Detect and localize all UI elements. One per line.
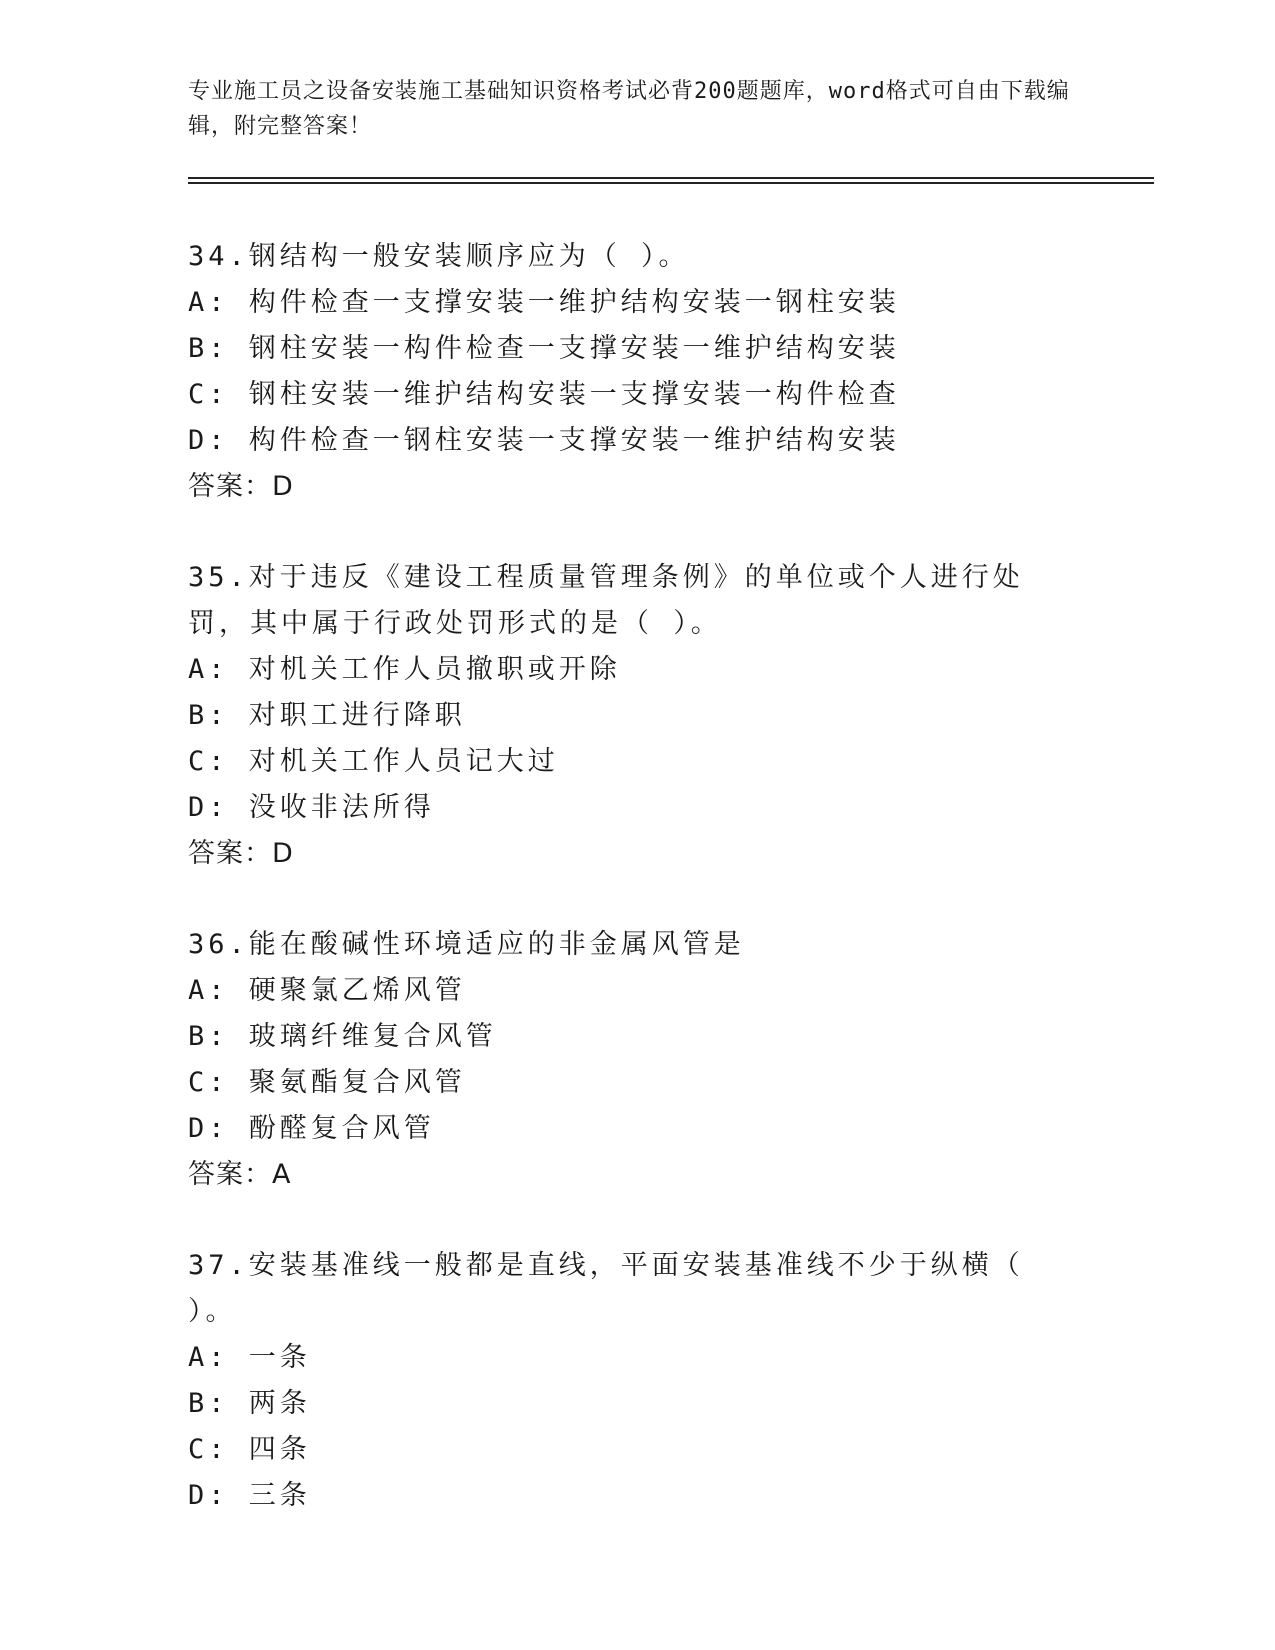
option-b: B: 对职工进行降职 [188,700,466,731]
option-a: A: 构件检查一支撑安装一维护结构安装一钢柱安装 [188,287,900,318]
option-b: B: 两条 [188,1388,311,1419]
option-d: D: 三条 [188,1480,311,1511]
question-34 [188,234,1088,510]
answer: 答案：A [188,1159,292,1190]
question-stem: 35.对于违反《建设工程质量管理条例》的单位或个人进行处罚，其中属于行政处罚形式的是（ ）。 [188,562,1024,639]
document-header [188,74,1088,144]
option-a: A: 对机关工作人员撤职或开除 [188,654,621,685]
header-divider-top [188,177,1154,179]
question-stem: 37.安装基准线一般都是直线，平面安装基准线不少于纵横（ ）。 [188,1250,1024,1327]
option-c: C: 钢柱安装一维护结构安装一支撑安装一构件检查 [188,379,900,410]
option-d: D: 酚醛复合风管 [188,1113,435,1144]
header-title: 专业施工员之设备安装施工基础知识资格考试必背200题题库，word格式可自由下载编辑，附完整答案！ [188,79,1070,139]
option-a: A: 硬聚氯乙烯风管 [188,975,466,1006]
question-list [188,234,1088,1564]
option-d: D: 构件检查一钢柱安装一支撑安装一维护结构安装 [188,425,900,456]
answer: 答案：D [188,471,294,502]
option-b: B: 玻璃纤维复合风管 [188,1021,497,1052]
option-a: A: 一条 [188,1342,311,1373]
option-d: D: 没收非法所得 [188,792,435,823]
option-b: B: 钢柱安装一构件检查一支撑安装一维护结构安装 [188,333,900,364]
question-stem: 34.钢结构一般安装顺序应为（ ）。 [188,241,690,272]
question-35 [188,555,1088,877]
option-c: C: 四条 [188,1434,311,1465]
option-c: C: 聚氨酯复合风管 [188,1067,466,1098]
header-divider-bottom [188,182,1154,184]
question-37 [188,1243,1088,1519]
question-36 [188,922,1088,1198]
option-c: C: 对机关工作人员记大过 [188,746,559,777]
answer: 答案：D [188,838,294,869]
question-stem: 36.能在酸碱性环境适应的非金属风管是 [188,929,745,960]
